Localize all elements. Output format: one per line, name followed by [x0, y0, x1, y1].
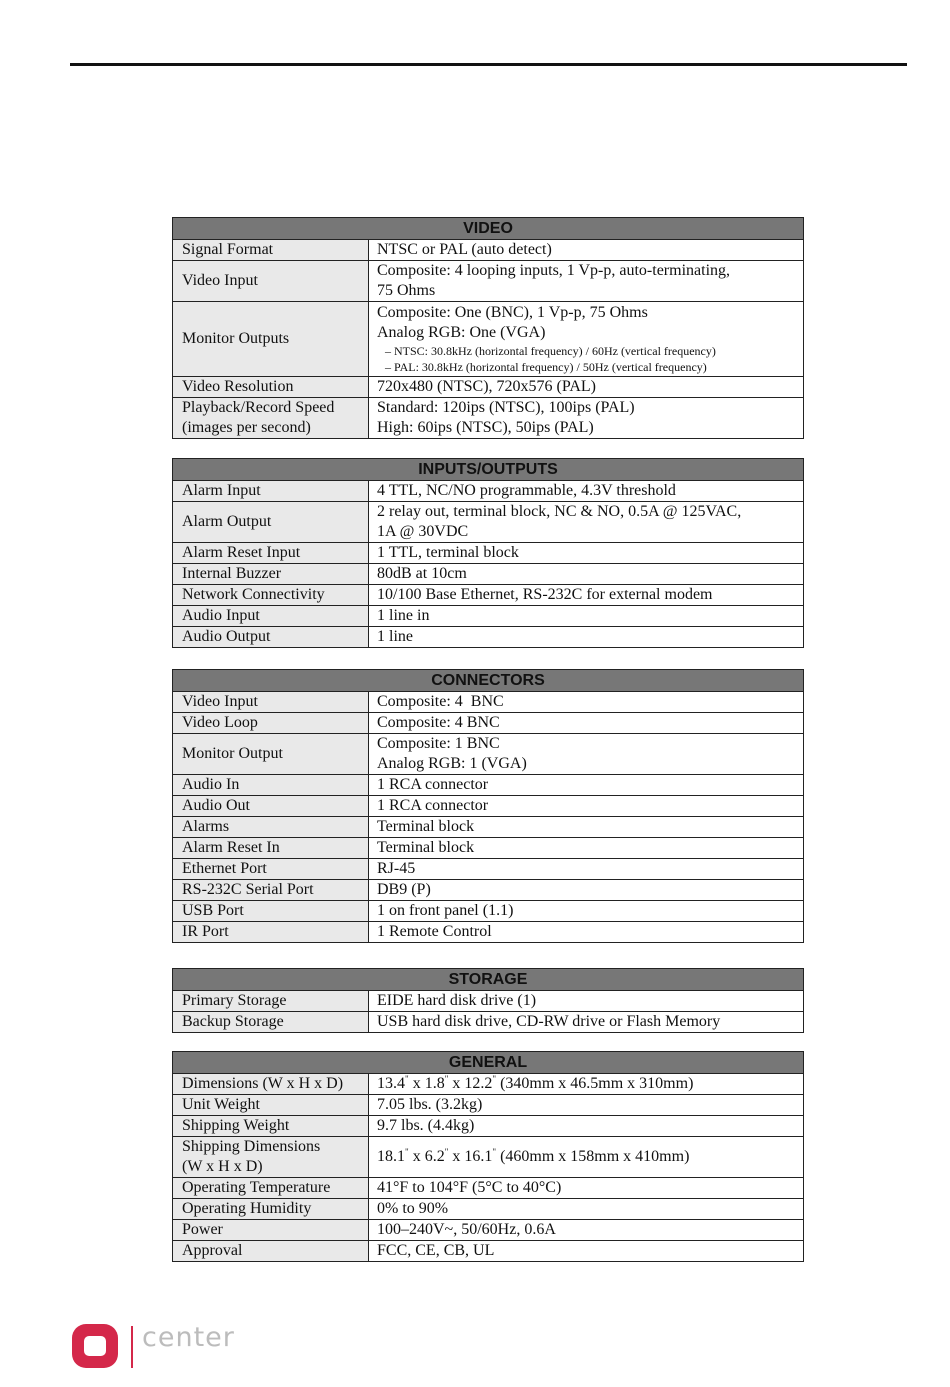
spec-value: EIDE hard disk drive (1)	[369, 991, 804, 1012]
table-row	[173, 775, 804, 796]
spec-label: Monitor Output	[173, 734, 369, 775]
spec-value: 1 Remote Control	[369, 922, 804, 943]
spec-value-line: 1A @ 30VDC	[377, 523, 469, 540]
spec-label: Primary Storage	[173, 991, 369, 1012]
table-row	[173, 240, 804, 261]
spec-label: Alarm Input	[173, 481, 369, 502]
logo-mark-icon	[72, 1324, 118, 1368]
section-header-video: VIDEO	[173, 218, 804, 240]
table-row	[173, 817, 804, 838]
logo-divider	[131, 1326, 133, 1368]
spec-value-line: Composite: One (BNC), 1 Vp-p, 75 Ohms	[377, 304, 648, 321]
table-row	[173, 585, 804, 606]
spec-label: Operating Humidity	[173, 1199, 369, 1220]
dim-depth: x 12.2	[448, 1075, 493, 1092]
spec-label-line: (images per second)	[182, 419, 311, 436]
top-rule	[70, 63, 907, 66]
spec-label: Audio Input	[173, 606, 369, 627]
dim-height: x 1.8	[408, 1075, 445, 1092]
table-row	[173, 377, 804, 398]
brand-logo	[70, 1322, 270, 1372]
table-row	[173, 1137, 804, 1178]
video-table	[172, 217, 804, 439]
spec-label: Monitor Outputs	[173, 302, 369, 377]
table-row	[173, 859, 804, 880]
spec-value: Terminal block	[369, 817, 804, 838]
spec-label: Video Input	[173, 692, 369, 713]
table-row	[173, 838, 804, 859]
spec-label-line: Shipping Dimensions	[182, 1138, 321, 1155]
spec-label-line: Playback/Record Speed	[182, 399, 335, 416]
dim-metric: (340mm x 46.5mm x 310mm)	[496, 1075, 694, 1092]
spec-value: 7.05 lbs. (3.2kg)	[369, 1095, 804, 1116]
spec-value: FCC, CE, CB, UL	[369, 1241, 804, 1262]
spec-label: Shipping Weight	[173, 1116, 369, 1137]
spec-label: Audio In	[173, 775, 369, 796]
table-row	[173, 481, 804, 502]
dim-width: 13.4	[377, 1075, 405, 1092]
table-row	[173, 1095, 804, 1116]
spec-value: Terminal block	[369, 838, 804, 859]
spec-value: 100–240V~, 50/60Hz, 0.6A	[369, 1220, 804, 1241]
table-row	[173, 734, 804, 775]
spec-label: Internal Buzzer	[173, 564, 369, 585]
table-row	[173, 922, 804, 943]
spec-label: Unit Weight	[173, 1095, 369, 1116]
spec-value: 720x480 (NTSC), 720x576 (PAL)	[369, 377, 804, 398]
spec-value: 1 line in	[369, 606, 804, 627]
spec-value	[369, 1137, 804, 1178]
spec-label: IR Port	[173, 922, 369, 943]
spec-label: Power	[173, 1220, 369, 1241]
spec-label: Audio Out	[173, 796, 369, 817]
inch-mark: "	[492, 1147, 497, 1157]
dim-height: x 6.2	[408, 1148, 445, 1165]
spec-value: USB hard disk drive, CD-RW drive or Flash Memory	[369, 1012, 804, 1033]
table-row	[173, 901, 804, 922]
table-row	[173, 796, 804, 817]
spec-label: Backup Storage	[173, 1012, 369, 1033]
spec-value: 10/100 Base Ethernet, RS-232C for external modem	[369, 585, 804, 606]
table-row	[173, 398, 804, 439]
io-table	[172, 458, 804, 648]
spec-value: NTSC or PAL (auto detect)	[369, 240, 804, 261]
table-row	[173, 302, 804, 377]
spec-value: 1 TTL, terminal block	[369, 543, 804, 564]
inch-mark: "	[405, 1147, 409, 1157]
spec-value	[369, 1074, 804, 1095]
section-header-storage: STORAGE	[173, 969, 804, 991]
spec-value-line: 2 relay out, terminal block, NC & NO, 0.5A @ 125VAC,	[377, 503, 742, 520]
spec-label: Audio Output	[173, 627, 369, 648]
spec-label: Operating Temperature	[173, 1178, 369, 1199]
spec-label: Video Input	[173, 261, 369, 302]
table-row	[173, 1241, 804, 1262]
spec-label: Approval	[173, 1241, 369, 1262]
table-row	[173, 991, 804, 1012]
spec-value: 1 RCA connector	[369, 775, 804, 796]
spec-value	[369, 398, 804, 439]
inch-mark: "	[444, 1074, 449, 1084]
general-table	[172, 1051, 804, 1262]
spec-value-line: 75 Ohms	[377, 282, 436, 299]
section-header-connectors: CONNECTORS	[173, 670, 804, 692]
spec-label: RS-232C Serial Port	[173, 880, 369, 901]
table-row	[173, 1178, 804, 1199]
logo-wordmark: center	[142, 1322, 235, 1353]
spec-value: Composite: 4 BNC	[369, 692, 804, 713]
table-row	[173, 543, 804, 564]
spec-value-line: Analog RGB: 1 (VGA)	[377, 755, 527, 772]
section-header-general: GENERAL	[173, 1052, 804, 1074]
spec-value: 0% to 90%	[369, 1199, 804, 1220]
spec-value-line: High: 60ips (NTSC), 50ips (PAL)	[377, 419, 594, 436]
spec-value: 41°F to 104°F (5°C to 40°C)	[369, 1178, 804, 1199]
spec-label	[173, 1137, 369, 1178]
spec-value-line: Composite: 1 BNC	[377, 735, 500, 752]
spec-label-line: (W x H x D)	[182, 1158, 263, 1175]
spec-value-subline: – NTSC: 30.8kHz (horizontal frequency) / 60Hz (vertical frequency)	[385, 344, 716, 358]
spec-label: Network Connectivity	[173, 585, 369, 606]
table-row	[173, 502, 804, 543]
spec-label: Alarm Reset Input	[173, 543, 369, 564]
spec-value: 1 RCA connector	[369, 796, 804, 817]
spec-value-line: Analog RGB: One (VGA)	[377, 324, 546, 341]
spec-value-line: Standard: 120ips (NTSC), 100ips (PAL)	[377, 399, 635, 416]
spec-value: 80dB at 10cm	[369, 564, 804, 585]
spec-value-line: Composite: 4 looping inputs, 1 Vp-p, auto-terminating,	[377, 262, 731, 279]
dim-depth: x 16.1	[448, 1148, 493, 1165]
spec-label: Alarm Output	[173, 502, 369, 543]
inch-mark: "	[492, 1074, 497, 1084]
spec-label: Dimensions (W x H x D)	[173, 1074, 369, 1095]
spec-label: Video Loop	[173, 713, 369, 734]
dim-metric: (460mm x 158mm x 410mm)	[496, 1148, 690, 1165]
spec-value	[369, 261, 804, 302]
table-row	[173, 1074, 804, 1095]
table-row	[173, 692, 804, 713]
spec-label	[173, 398, 369, 439]
inch-mark: "	[405, 1074, 409, 1084]
table-row	[173, 880, 804, 901]
table-row	[173, 1116, 804, 1137]
table-row	[173, 1220, 804, 1241]
spec-label: USB Port	[173, 901, 369, 922]
spec-value: 1 on front panel (1.1)	[369, 901, 804, 922]
dim-width: 18.1	[377, 1148, 405, 1165]
spec-label: Signal Format	[173, 240, 369, 261]
spec-label: Ethernet Port	[173, 859, 369, 880]
table-row	[173, 713, 804, 734]
table-row	[173, 627, 804, 648]
spec-label: Alarm Reset In	[173, 838, 369, 859]
spec-value: 4 TTL, NC/NO programmable, 4.3V threshold	[369, 481, 804, 502]
spec-label: Video Resolution	[173, 377, 369, 398]
spec-value: DB9 (P)	[369, 880, 804, 901]
spec-value-subline: – PAL: 30.8kHz (horizontal frequency) / 50Hz (vertical frequency)	[385, 360, 707, 374]
spec-value	[369, 302, 804, 377]
spec-value: RJ-45	[369, 859, 804, 880]
table-row	[173, 261, 804, 302]
spec-value: 9.7 lbs. (4.4kg)	[369, 1116, 804, 1137]
table-row	[173, 1012, 804, 1033]
table-row	[173, 564, 804, 585]
table-row	[173, 606, 804, 627]
spec-value: Composite: 4 BNC	[369, 713, 804, 734]
spec-value: 1 line	[369, 627, 804, 648]
spec-label: Alarms	[173, 817, 369, 838]
spec-value	[369, 734, 804, 775]
storage-table	[172, 968, 804, 1033]
table-row	[173, 1199, 804, 1220]
section-header-io: INPUTS/OUTPUTS	[173, 459, 804, 481]
spec-value	[369, 502, 804, 543]
inch-mark: "	[444, 1147, 449, 1157]
connectors-table	[172, 669, 804, 943]
